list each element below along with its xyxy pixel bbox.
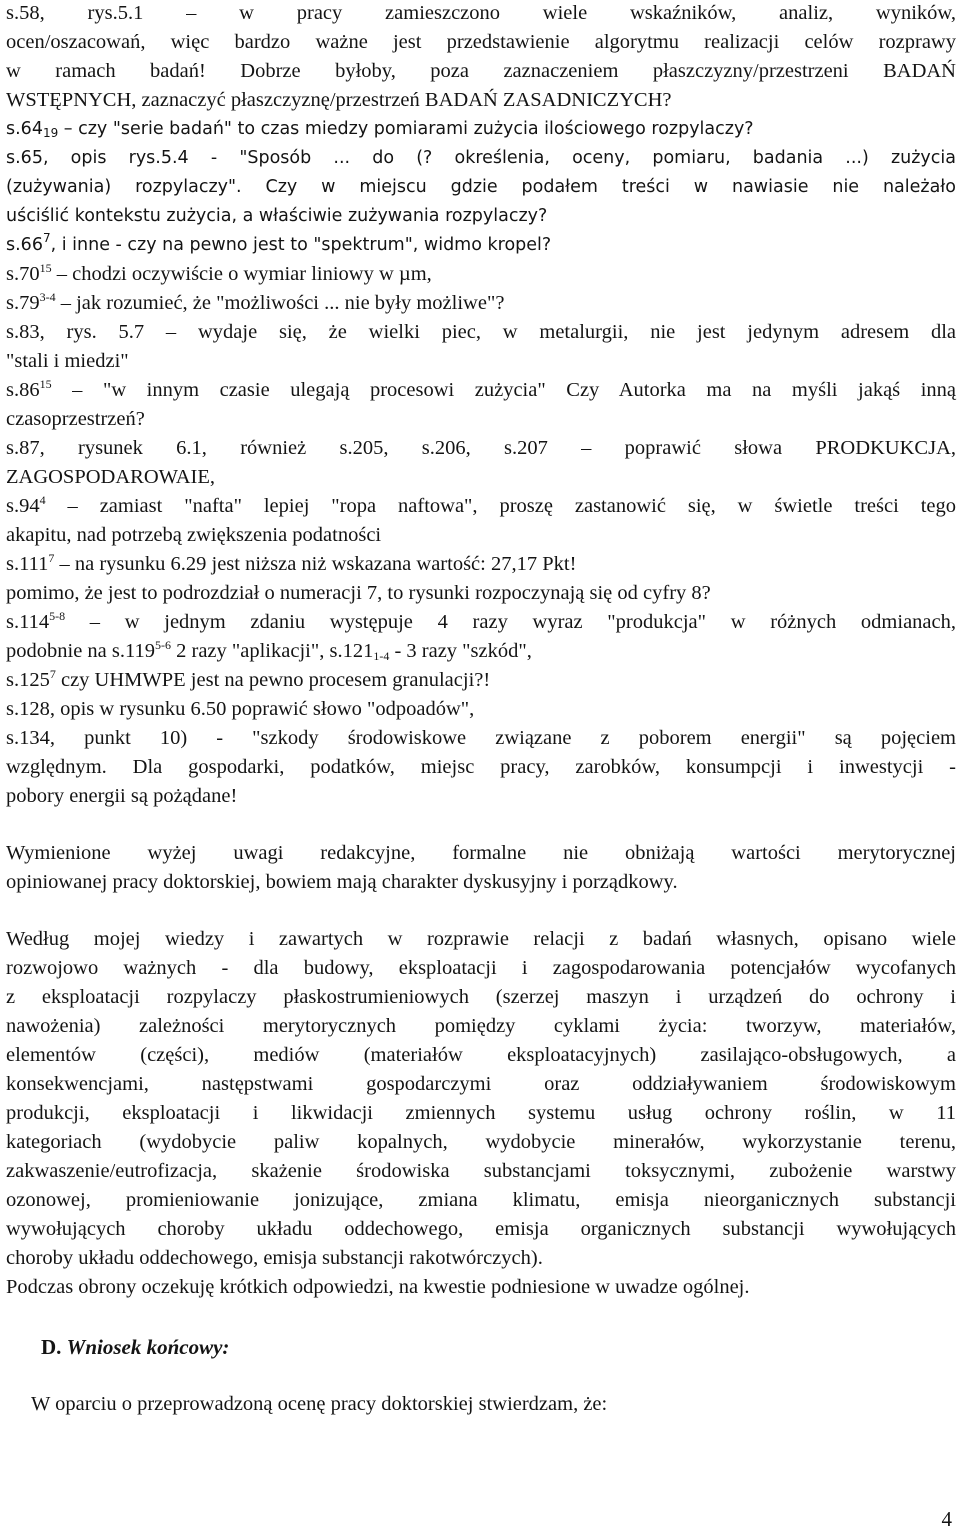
text-line: WSTĘPNYCH, zaznaczyć płaszczyznę/przestrzeń BADAŃ ZASADNICZYCH? [6,89,672,111]
text-line: $s.94^4$ – zamiast "nafta" lepiej "ropa naftowa", proszę zastanowić się, w świetle treści tego [6,493,956,517]
text-line: $s.64_{19}$ – czy "serie badań" to czas miedzy pomiarami zużycia ilościowego rozpylaczy? [6,119,754,140]
section-heading [41,1333,229,1362]
text-line: pobory energii są pożądane! [6,785,238,807]
text-line: opiniowanej pracy doktorskiej, bowiem mają charakter dyskusyjny i porządkowy. [6,871,678,893]
text-line: s.125$^7$ czy UHMWPE jest na pewno procesem granulacji?! [6,667,491,691]
text-line: podobnie na s.119$^{5-6}$ 2 razy "aplikacji", $s.121_{1-4} - 3$ razy "szkód", [6,638,532,663]
section-letter: D. [41,1335,62,1359]
text-line: Według mojej wiedzy i zawartych w rozprawie relacji z badań własnych, opisano wiele [6,928,956,950]
text-line: konsekwencjami, następstwami gospodarczymi oraz oddziaływaniem środowiskowym [6,1073,956,1095]
text-line: wywołujących choroby układu oddechowego, emisja organicznych substancji wywołujących [6,1218,956,1240]
text-line: kategoriach (wydobycie paliw kopalnych, wydobycie minerałów, wykorzystanie terenu, [6,1131,956,1153]
text-line: rozwojowo ważnych - dla budowy, eksploatacji i zagospodarowania potencjałów wycofanych [6,957,956,979]
text-line: s.134, punkt 10) - "szkody środowiskowe związane z poborem energii" są pojęciem [6,727,956,749]
text-line: produkcji, eksploatacji i likwidacji zmiennych systemu usług ochrony roślin, w 11 [6,1102,956,1124]
text-line: s.58, rys.5.1 – w pracy zamieszczono wiele wskaźników, analiz, wyników, [6,2,956,24]
text-line: $s.66^7$, i inne - czy na pewno jest to "spektrum", widmo kropel? [6,231,552,255]
text-line: (zużywania) rozpylaczy". Czy w miejscu gdzie podałem treści w nawiasie nie należało [6,177,956,197]
page-number: 4 [941,1507,952,1531]
text-line: elementów (części), mediów (materiałów eksploatacyjnych) zasilająco-obsługowych, a [6,1044,956,1066]
text-line: W oparciu o przeprowadzoną ocenę pracy doktorskiej stwierdzam, że: [31,1393,608,1415]
text-line: ocen/oszacowań, więc bardzo ważne jest przedstawienie algorytmu realizacji celów rozprawy [6,31,956,53]
text-line: ZAGOSPODAROWAIE, [6,466,215,488]
text-line: s.79$^{3-4}$ – jak rozumieć, że "możliwości ... nie były możliwe"? [6,290,505,314]
text-line: s.65, opis rys.5.4 - "Sposób ... do (? określenia, oceny, pomiaru, badania ...) zużycia [6,148,956,168]
text-line: choroby układu oddechowego, emisja substancji rakotwórczych). [6,1247,543,1269]
text-line: "stali i miedzi" [6,350,129,372]
text-line: względnym. Dla gospodarki, podatków, miejsc pracy, zarobków, konsumpcji i inwestycji - [6,756,956,778]
text-line: Podczas obrony oczekuję krótkich odpowiedzi, na kwestie podniesione w uwadze ogólnej. [6,1276,750,1298]
text-line: s.83, rys. 5.7 – wydaje się, że wielki piec, w metalurgii, nie jest jedynym adresem dla [6,321,956,343]
text-line: nawożenia) zależności merytorycznych pomiędzy cyklami życia: tworzyw, materiałów, [6,1015,956,1037]
text-line: s.114$^{5-8}$ – w jednym zdaniu występuje 4 razy wyraz "produkcja" w różnych odmianach, [6,609,956,633]
text-line: w ramach badań! Dobrze byłoby, poza zaznaczeniem płaszczyzny/przestrzeni BADAŃ [6,60,956,82]
text-line: $s.86^{15}$ – "w innym czasie ulegają procesowi zużycia" Czy Autorka ma na myśli jakąś inną [6,377,956,401]
text-line: ozonowej, promieniowanie jonizujące, zmiana klimatu, emisja nieorganicznych substancji [6,1189,956,1211]
text-line: s.128, opis w rysunku 6.50 poprawić słowo "odpoadów", [6,698,475,720]
text-line: Wymienione wyżej uwagi redakcyjne, formalne nie obniżają wartości merytorycznej [6,842,956,864]
text-line: pomimo, że jest to podrozdział o numeracji 7, to rysunki rozpoczynają się od cyfry 8? [6,582,711,604]
text-line: z eksploatacji rozpylaczy płaskostrumieniowych (szerzej maszyn i urządzeń do ochrony i [6,986,956,1008]
text-line: akapitu, nad potrzebą zwiększenia podatności [6,524,382,546]
text-line: zakwaszenie/eutrofizacja, skażenie środowiska substancjami toksycznymi, zubożenie warstwy [6,1160,956,1182]
section-title: Wniosek końcowy: [66,1335,230,1359]
text-line: czasoprzestrzeń? [6,408,145,430]
text-line: s.87, rysunek 6.1, również s.205, s.206, s.207 – poprawić słowa PRODKUKCJA, [6,437,956,459]
text-line: $s.70^{15}$ – chodzi oczywiście o wymiar liniowy w µm, [6,261,432,285]
text-line: uściślić kontekstu zużycia, a właściwie zużywania rozpylaczy? [6,206,548,226]
text-line: s.111$^7$ – na rysunku 6.29 jest niższa niż wskazana wartość: 27,17 Pkt! [6,551,577,575]
